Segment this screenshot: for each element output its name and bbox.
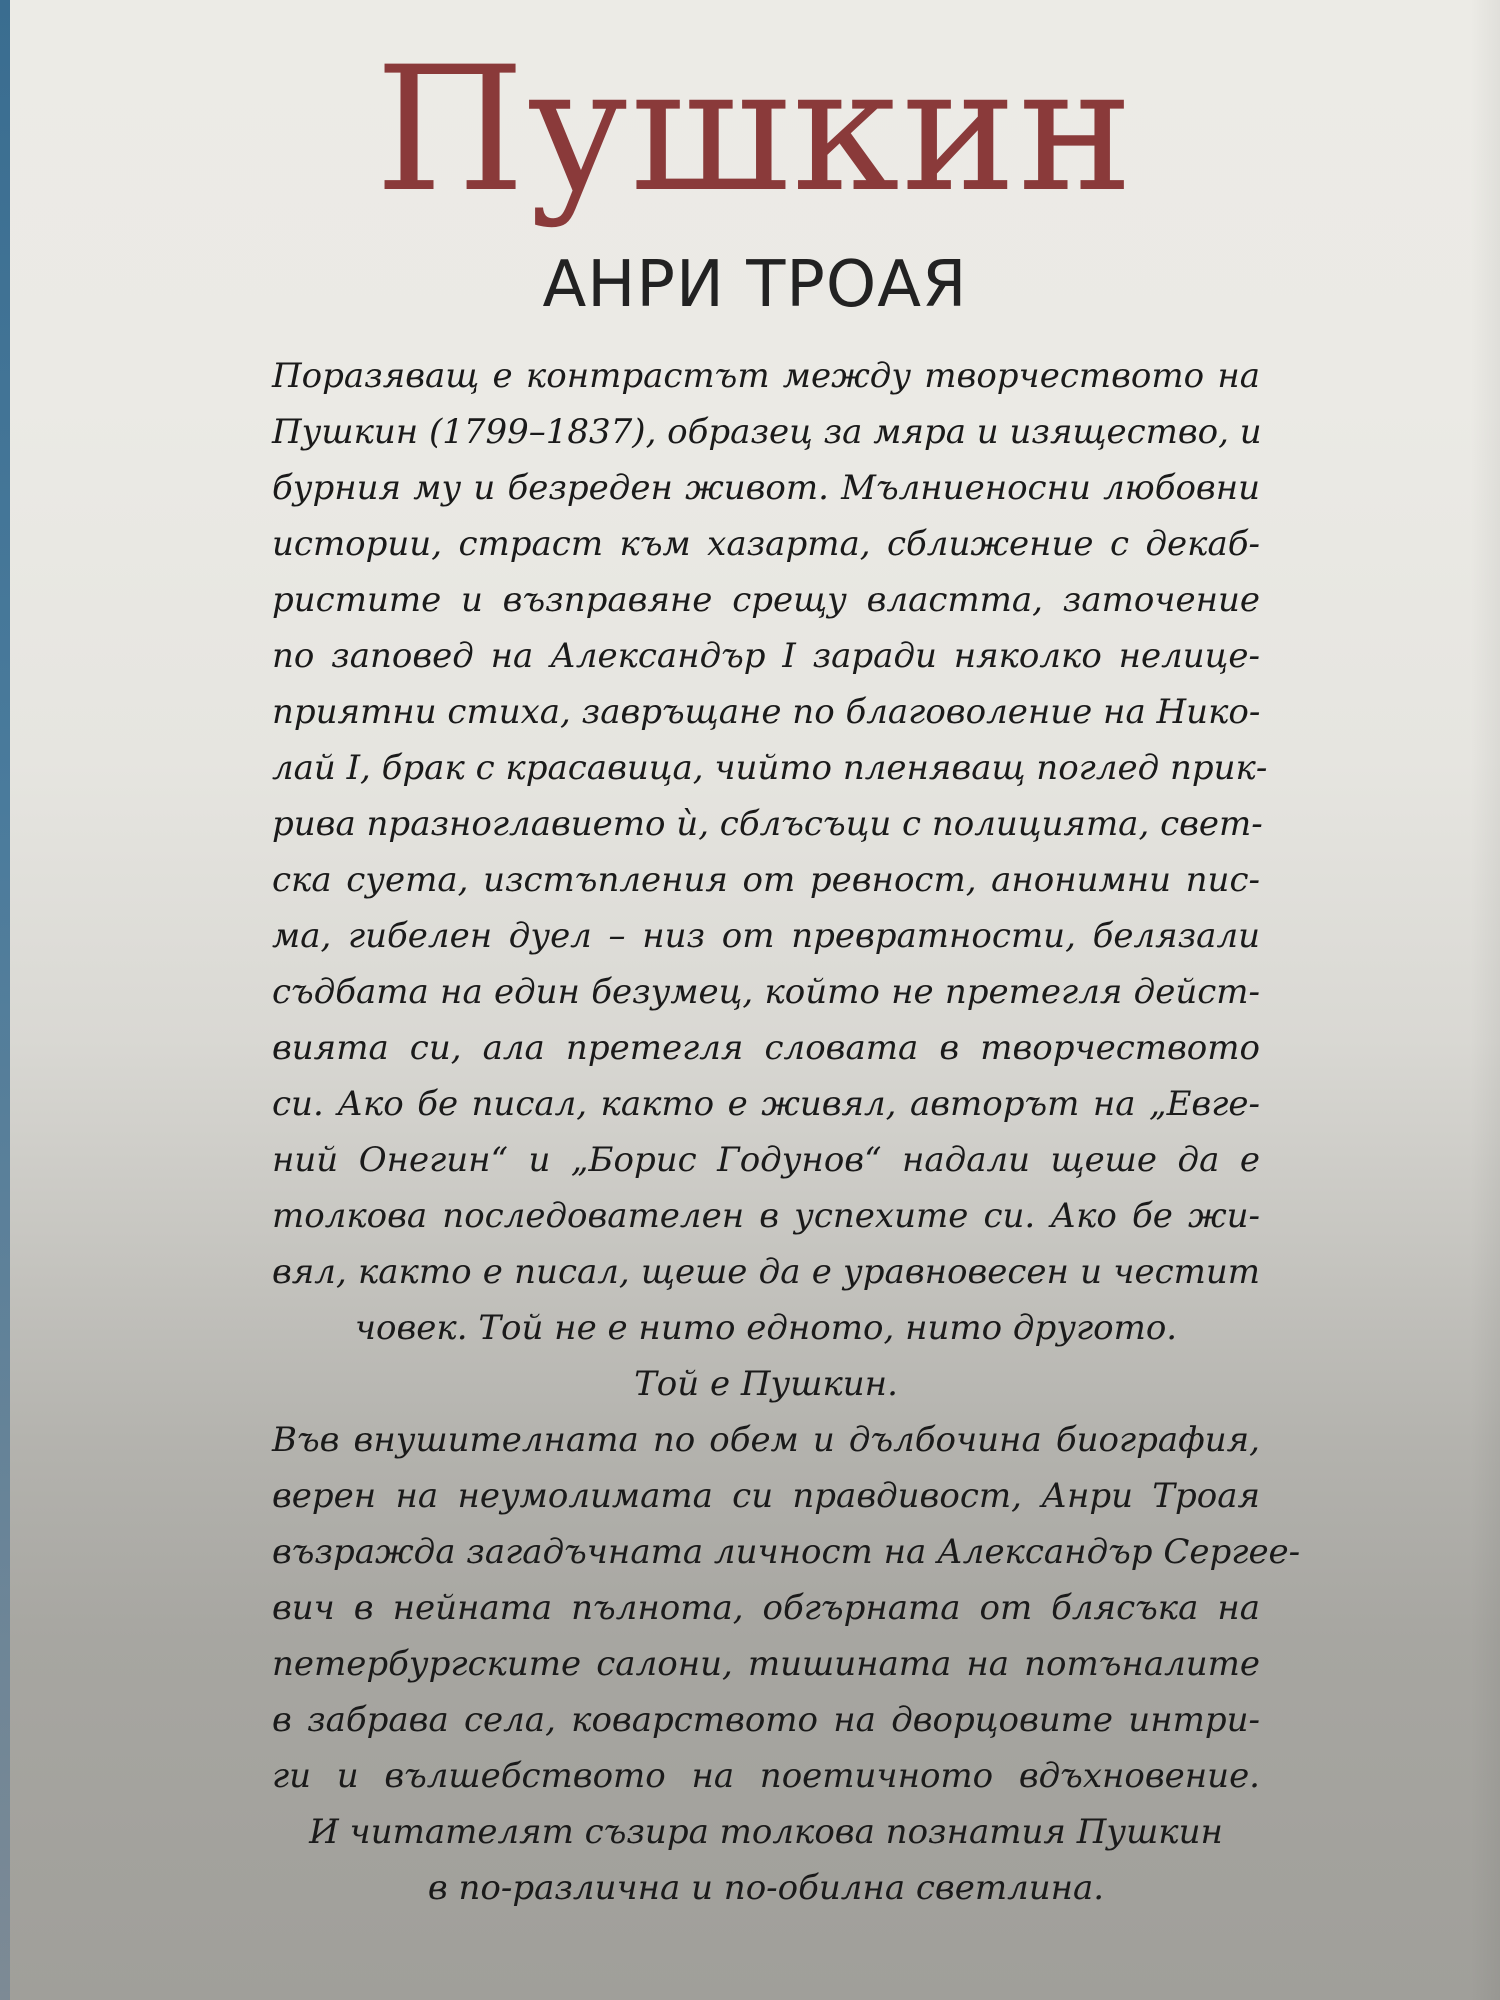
- blurb-line: човек. Той не е нито едното, нито другото.: [354, 1308, 1178, 1348]
- book-title: Пушкин: [375, 29, 1135, 230]
- blurb-closing-line: в по-различна и по-обилна светлина.: [427, 1868, 1105, 1908]
- blurb-line: ний Онегин“ и „Борис Годунов“ надали щеше да е: [272, 1140, 1260, 1180]
- blurb-line: бурния му и безреден живот. Мълниеносни любовни: [272, 468, 1260, 508]
- blurb-line: приятни стиха, завръщане по благоволение на Нико-: [272, 692, 1261, 732]
- blurb-line: по заповед на Александър I заради няколко нелице-: [272, 636, 1260, 676]
- blurb-line: ристите и възправяне срещу властта, заточение: [272, 580, 1260, 620]
- blurb-line: петербургските салони, тишината на потъналите: [272, 1644, 1260, 1684]
- blurb-line: възражда загадъчната личност на Александър Сергее-: [272, 1532, 1301, 1572]
- blurb-line: рива празноглавието ѝ, сблъсъци с полицията, свет-: [272, 804, 1263, 844]
- blurb-line: Във внушителната по обем и дълбочина биография,: [272, 1420, 1260, 1460]
- blurb-line: Поразяващ е контрастът между творчеството на: [272, 356, 1260, 396]
- blurb-closing-line: И читателят съзира толкова познатия Пушкин: [309, 1812, 1223, 1852]
- blurb-line: си. Ако бе писал, както е живял, авторът на „Евге-: [272, 1084, 1260, 1124]
- book-author: АНРИ ТРОАЯ: [542, 248, 968, 322]
- blurb-line: верен на неумолимата си правдивост, Анри Троая: [272, 1476, 1260, 1516]
- blurb-line: ска суета, изстъпления от ревност, анонимни пис-: [272, 860, 1260, 900]
- blurb-statement: Той е Пушкин.: [634, 1364, 898, 1404]
- blurb-line: Пушкин (1799–1837), образец за мяра и изящество, и: [272, 412, 1262, 452]
- blurb-line: ги и вълшебството на поетичното вдъхновение.: [272, 1756, 1260, 1796]
- blurb-line: лай I, брак с красавица, чийто пленяващ поглед прик-: [272, 748, 1268, 788]
- blurb-line: вич в нейната пълнота, обгърната от блясъка на: [272, 1588, 1260, 1628]
- blurb-line: вията си, ала претегля словата в творчеството: [272, 1028, 1260, 1068]
- blurb-line: съдбата на един безумец, който не претегля дейст-: [272, 972, 1260, 1012]
- blurb-line: толкова последователен в успехите си. Ако бе жи-: [272, 1196, 1260, 1236]
- blurb-line: в забрава села, коварството на дворцовите интри-: [272, 1700, 1260, 1740]
- blurb-line: ма, гибелен дуел – низ от превратности, белязали: [272, 916, 1260, 956]
- blurb-text: [272, 348, 1301, 1916]
- blurb-line: истории, страст към хазарта, сближение с декаб-: [272, 524, 1260, 564]
- book-spine-edge: [0, 0, 10, 2000]
- book-back-cover: [10, 0, 1500, 2000]
- blurb-line: вял, както е писал, щеше да е уравновесен и честит: [272, 1252, 1260, 1292]
